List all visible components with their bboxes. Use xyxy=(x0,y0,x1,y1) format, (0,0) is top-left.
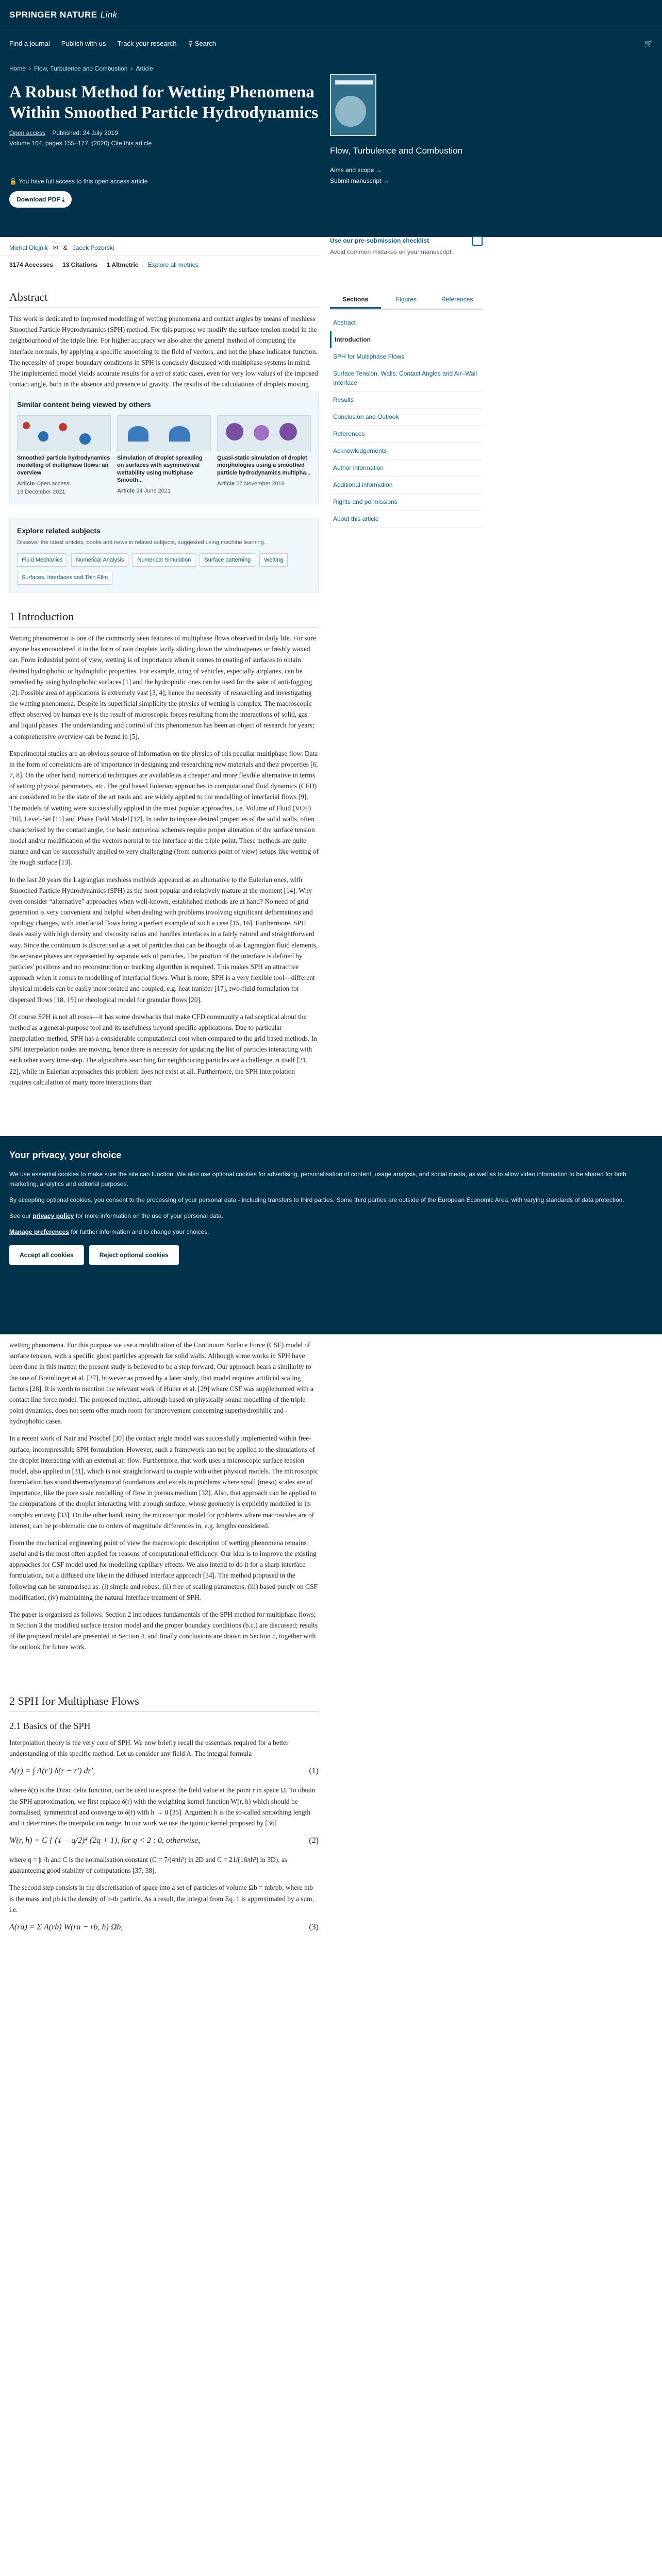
submit-label: Submit manuscript xyxy=(330,177,382,185)
journal-cover-image[interactable] xyxy=(330,74,376,136)
crumb-home[interactable]: Home xyxy=(9,65,26,72)
similar-meta xyxy=(117,487,211,496)
equation-number: (3) xyxy=(309,1922,319,1931)
author-list xyxy=(0,237,320,256)
crumb-article: Article xyxy=(136,65,153,72)
sph-heading: 2 SPH for Multiphase Flows xyxy=(9,1692,319,1712)
presubmission-sub: Avoid common mistakes on your manuscript. xyxy=(330,248,453,256)
toc-rights[interactable]: Rights and permissions xyxy=(330,494,483,511)
equation-body: A(r) = ∫ A(r′) δ(r − r′) dr′, xyxy=(9,1767,95,1776)
similar-title[interactable]: Simulation of droplet spreading on surfaces with asymmetrical wettability using multiphase Smooth... xyxy=(117,455,203,483)
submit-manuscript-link[interactable] xyxy=(330,176,474,187)
introduction-section xyxy=(9,608,319,1094)
similar-thumbnail xyxy=(17,415,111,451)
brand-text: SPRINGER NATURE xyxy=(9,10,97,20)
similar-oa: Open access xyxy=(36,480,70,487)
similar-card[interactable] xyxy=(217,415,311,497)
presubmission-box xyxy=(330,236,483,257)
cookie-text xyxy=(9,1211,628,1221)
cart-icon[interactable]: 🛒 xyxy=(644,39,653,47)
cookie-text-fragment: See our xyxy=(9,1212,31,1219)
subject-chip[interactable]: Fluid Mechanics xyxy=(17,553,67,567)
access-note-text: You have full access to this open access article xyxy=(19,178,148,185)
nav-publish[interactable]: Publish with us xyxy=(61,39,106,47)
tab-references[interactable]: References xyxy=(441,296,473,303)
intro-paragraph: The paper is organised as follows. Section 2 introduces fundamentals of the SPH method for multiphase flows; in Section 3 the modified surface tension model and the proper boundary conditions (b.c.) are discussed; results of the proposed model are presented in Section 4, and finally conclusions are drawn in Section 5, together with the outlook for future work. xyxy=(9,1610,318,1651)
intro-paragraph: Of course SPH is not all roses—it has some drawbacks that make CFD community a tad sceptical about the method as a general-purpose tool and its usefulness beyond specific applications. Due to particular interpolation method, SPH has a considerable computational cost when compared to the grid based methods. In SPH interpolation nodes are moving, hence there is necessity for updating the list of particles interacting with each other every time-step. The algorithms searching for neighbouring particles are a challenge in itself [21, 22], while in Eulerian approaches this problem does not exist at all. Furthermore, the SPH interpolation requires calculation of many more interactions than xyxy=(9,1012,317,1086)
crumb-journal[interactable]: Flow, Turbulence and Combustion xyxy=(34,65,128,72)
journal-panel xyxy=(330,74,474,187)
subject-chip[interactable]: Numerical Analysis xyxy=(71,553,128,567)
intro-paragraph: wetting phenomena. For this purpose we use a modification of the Continuum Surface Force (CSF) model of surface tension, with a specific ghost particles approach for solid walls. Although some works in SPH have been done in this matter, the present study is believed to be a step forward. Our approach bears a similarity to the one of Breinlinger et al. [27], however as proved by a later study, that model requires artificial scaling factors [28]. It is worth to mention the relevant work of Huber et al. [29] where CSF was supplemented with a contact line force model. The proposed method, although based on physically sound modelling of the triple point dynamics, does not seem offer much room for improvement concerning superhydrophilic and -hydrophobic cases. xyxy=(9,1341,313,1426)
similar-content xyxy=(9,392,319,504)
cookie-text: By accepting optional cookies, you consent to the processing of your personal data - including transfers to third parties. Some third parties are outside of the European Economic Area, with varying standards of data protection. xyxy=(9,1196,624,1204)
section-toc xyxy=(330,314,483,528)
aims-scope-link[interactable] xyxy=(330,165,474,176)
introduction-continued xyxy=(9,1340,319,1659)
download-icon: ⤓ xyxy=(62,196,65,204)
equation-number: (1) xyxy=(309,1767,319,1776)
unlock-icon: 🔓 xyxy=(9,178,17,185)
toc-sph[interactable]: SPH for Multiphase Flows xyxy=(330,348,483,365)
toc-introduction[interactable]: Introduction xyxy=(330,331,483,348)
intro-paragraph: In the last 20 years the Lagrangian meshless methods appeared as an alternative to the Eulerian ones, with Smoothed Particle Hydrodynamics (SPH) as the most popular and relatively mature at the moment [14]. Why even consider “alternative” approaches when well-known, established methods are at hand? No need of grid generation is very convenient and helpful when dealing with problems involving significant deformations and topology changes, with interfacial flows being a perfect example of such a case [15, 16]. Furthermore, SPH deals easily with high density and viscosity ratios and handles interfaces in a fairly natural and straightforward way. Since the continuum is discretised as a set of particles that can be thought of as Lagrangian fluid elements, the separate phases are represented by separate sets of particles. The position of the interface is defined by particles' positions and no reconstruction or tracking algorithm is required. This makes SPH an attractive approach when it comes to modelling of interfacial flows. What is more, SPH is a very flexible tool—different physical models can be easily incorporated and coupled, e.g. heat transfer [17], two-fluid formulation for dispersed flows [18, 19] or rheological model for granular flows [20]. xyxy=(9,875,318,1004)
similar-meta xyxy=(217,480,311,488)
similar-cards xyxy=(17,415,311,497)
crumb-sep-icon: › xyxy=(29,65,31,72)
accept-cookies-button[interactable]: Accept all cookies xyxy=(9,1245,84,1265)
sph-paragraph: Interpolation theory is the very core of SPH. We now briefly recall the essentials required for a better understanding of this specific method. Let us consider any field A. The integral formula xyxy=(9,1739,289,1758)
author-2[interactable]: Jacek Pozorski xyxy=(72,244,114,251)
top-bar xyxy=(0,0,662,30)
intro-paragraph: From the mechanical engineering point of view the macroscopic description of wetting phenomena remains useful and is the most often applied for reasons of computational efficiency. Our idea is to improve the existing approaches for CSF model used for modelling capillary effects. We also intend to do it for a sharp interface formulation, not a diffused one like in the diffused interface approach [34]. The method proposed in the following can be summarised as: (i) simple and robust, (ii) free of scaling parameters, (iii) based purely on CSF modification, (iv) maintaining the natural interface treatment of SPH. xyxy=(9,1538,318,1601)
similar-thumbnail xyxy=(117,415,211,451)
download-label: Download PDF xyxy=(16,196,60,204)
cookie-buttons xyxy=(9,1245,653,1265)
journal-links xyxy=(330,165,474,187)
crumb-sep-icon: › xyxy=(130,65,133,72)
toc-references[interactable]: References xyxy=(330,426,483,443)
reject-cookies-button[interactable]: Reject optional cookies xyxy=(89,1245,179,1265)
citations-count[interactable]: 13 Citations xyxy=(62,261,97,268)
similar-title[interactable]: Quasi-static simulation of droplet morphologies using a smoothed particle hydrodynamics multipha... xyxy=(217,455,311,476)
search-icon: ⚲ xyxy=(188,39,193,47)
related-sub: Discover the latest articles, books and news in related subjects, suggested using machine learning. xyxy=(17,539,266,546)
nav-find-journal[interactable]: Find a journal xyxy=(9,39,50,47)
breadcrumb xyxy=(9,57,653,73)
brand-link-text: Link xyxy=(100,10,118,20)
email-icon[interactable]: ✉ xyxy=(53,244,58,251)
download-pdf-button[interactable] xyxy=(9,191,72,208)
sidebar-tabs xyxy=(330,292,483,310)
similar-title[interactable]: Smoothed particle hydrodynamics modelling of multiphase flows: an overview xyxy=(17,455,110,476)
toc-conclusion[interactable]: Conclusion and Outlook xyxy=(330,409,483,426)
toc-surface-tension[interactable]: Surface Tension, Walls, Contact Angles and Air–Wall Interface xyxy=(330,365,483,392)
tab-sections[interactable]: Sections xyxy=(330,292,381,309)
checklist-icon xyxy=(472,236,483,246)
similar-heading: Similar content being viewed by others xyxy=(17,400,151,409)
similar-thumbnail xyxy=(217,415,311,451)
toc-about[interactable]: About this article xyxy=(330,511,483,528)
abstract-section xyxy=(9,289,319,406)
sph-section xyxy=(9,1692,319,1941)
aims-scope-label: Aims and scope xyxy=(330,166,374,174)
cookie-text xyxy=(9,1227,628,1237)
privacy-policy-link[interactable]: privacy policy xyxy=(32,1212,74,1219)
cite-link[interactable]: Cite this article xyxy=(111,140,152,147)
related-subjects xyxy=(9,518,319,592)
cart-area xyxy=(644,39,653,49)
intro-paragraph: Wetting phenomenon is one of the commonly seen features of multiphase flows observed in daily life. For sure anyone has encountered it in the form of rain droplets lazily sliding down the windowpanes or freshly waxed car. From industrial point of view, wetting is of importance when it comes to coating of surfaces to obtain desired hydrophobic or hydrophilic properties. For example, icing of vehicles, especially airplanes, can be remedied by using hydrophobic surfaces [1] and the hydrophilic ones can be used for the sake of anti-fogging [2]. Possible area of applications is extremely vast [3, 4], hence the necessity of researching and investigating the wetting phenomena. Despite its superficial simplicity the physics of wetting is complex. The macroscopic effect observed by human eye is the result of microscopic forces resulting from the interactions of solid, gas and liquid phases. The understanding and control of this phenomenon has been an object of research for years; a comprehensive overview can be found in [5]. xyxy=(9,634,316,740)
equation-1 xyxy=(9,1765,319,1777)
toc-author-info[interactable]: Author information xyxy=(330,460,483,477)
cookie-text-fragment: for more information on the use of your personal data. xyxy=(75,1212,223,1219)
equation-number: (2) xyxy=(309,1836,319,1845)
search-label: Search xyxy=(194,39,216,47)
similar-type: Article xyxy=(17,480,35,487)
similar-card[interactable] xyxy=(17,415,111,497)
article-hero xyxy=(0,57,662,237)
subject-chip[interactable]: Surface patterning xyxy=(200,553,255,567)
article-title: A Robust Method for Wetting Phenomena Within Smoothed Particle Hydrodynamics xyxy=(9,83,319,122)
subject-chips xyxy=(17,553,311,585)
similar-type: Article xyxy=(117,488,135,495)
author-1[interactable]: Michał Olejnik xyxy=(9,244,48,251)
springer-logo[interactable] xyxy=(9,8,118,22)
similar-card[interactable] xyxy=(117,415,211,497)
altmetric-count[interactable]: 1 Altmetric xyxy=(106,261,139,268)
intro-paragraph: Experimental studies are an obvious source of information on the physics of this peculiar multiphase flow. Data in the form of correlations are of importance in designing and researching new materials and their properties [6, 7, 8]. On the other hand, numerical techniques are available as a cheaper and more flexible alternative in terms of setting physical parameters, etc. The grid based Eulerian approaches in computational fluid dynamics (CFD) are considered to be the state of the art tools and are widely applied to the modelling of interfacial flows [9]. The models of wetting were successfully applied in the most popular approaches, i.e. Volume of Fluid (VOF) [10], Level-Set [11] and Phase Field Model [12]. In order to impose desired properties of the solid walls, often characterised by the contact angle, the basic numerical schemes require proper alteration of the surface tension model and/or modification of the vectors normal to the interface at the triple point. These methods are quite mature and can be successfully applied to very challenging (from numerics point of view) setups like wetting of the rough surface [13]. xyxy=(9,749,319,867)
sph-paragraph: The second step consists in the discretisation of space into a set of particles of volume Ωb = mb/ρb, where mb is the mass and ρb is the density of b-th particle. As a result, the integral from Eq. 1 is approximated by a sum, i.e. xyxy=(9,1884,314,1913)
similar-type: Article xyxy=(217,480,235,487)
subject-chip[interactable]: Surfaces, Interfaces and Thin Film xyxy=(17,571,112,585)
open-access-badge[interactable]: Open access xyxy=(9,129,46,137)
toc-additional-info[interactable]: Additional information xyxy=(330,477,483,494)
subject-chip[interactable]: Wetting xyxy=(259,553,288,567)
nav-track-research[interactable]: Track your research xyxy=(117,39,177,47)
cookie-text: We use essential cookies to make sure the site can function. We also use optional cookies for advertising, personalisation of content, usage analysis, and social media, as well as to allow video information to be shared for both marketing, analytics and editorial purposes. xyxy=(9,1171,626,1188)
nav-bar xyxy=(0,30,662,57)
arrow-right-icon: → xyxy=(375,166,382,174)
toc-abstract[interactable]: Abstract xyxy=(330,314,483,331)
search-button[interactable] xyxy=(188,39,216,49)
toc-results[interactable]: Results xyxy=(330,392,483,409)
similar-meta xyxy=(17,480,111,497)
sph-paragraph: where q = |r|/h and C is the normalisation constant (C = 7/(4πh²) in 2D and C = 21/(16πh³) in 3D), as guaranteeing good stability of computations [37, 38]. xyxy=(9,1856,287,1875)
journal-name[interactable]: Flow, Turbulence and Combustion xyxy=(330,146,463,156)
cookie-banner xyxy=(0,1136,662,1334)
manage-preferences-link[interactable]: Manage preferences xyxy=(9,1228,70,1235)
equation-body: A(ra) = Σ A(rb) W(ra − rb, h) Ωb, xyxy=(9,1922,123,1931)
toc-acknowledgements[interactable]: Acknowledgements xyxy=(330,443,483,460)
similar-date: 13 December 2021 xyxy=(17,489,65,496)
sph-subheading: 2.1 Basics of the SPH xyxy=(9,1721,91,1731)
explore-metrics-link[interactable]: Explore all metrics xyxy=(147,261,198,268)
intro-heading: 1 Introduction xyxy=(9,608,319,628)
similar-date: 24 June 2021 xyxy=(136,488,171,495)
cookie-title: Your privacy, your choice xyxy=(9,1150,122,1160)
published-date: Published: 24 July 2019 xyxy=(52,129,118,137)
similar-date: 27 November 2018 xyxy=(236,480,285,487)
equation-body: W(r, h) = C { (1 − q/2)⁴ (2q + 1), for q < 2 ; 0, otherwise, xyxy=(9,1836,201,1845)
volume-info: Volume 104, pages 155–177, (2020) xyxy=(9,140,110,147)
cookie-text-fragment: for further information and to change your choices. xyxy=(71,1228,209,1235)
related-heading: Explore related subjects xyxy=(17,527,101,535)
accesses-count: 3174 Accesses xyxy=(9,261,53,268)
arrow-right-icon: → xyxy=(383,177,389,185)
article-metrics xyxy=(0,256,320,274)
intro-paragraph: In a recent work of Nair and Pöschel [30] the contact angle model was successfully implemented within free-surface, incompressible SPH formulation. However, such a framework can not be applied to the simulations of the droplet interacting with an external air flow. Furthermore, that work uses a microscopic surface tension model, also applied in [31], which is not straightforward to couple with other physical models. The microscopic formulation has sound thermodynamical foundations and excels in problems where small (meso) scales are of importance, like the pore scale modelling of flow in porous medium [32]. Also, that approach can be applied to the computations of the droplet interacting with a rough surface, whose geometry is explicitly modelled in its complex entirety [33]. On the other hand, using the microscopic model for problems where macroscales are of interest, can be problematic due to orders of magnitude differences in, e.g. lengths considered. xyxy=(9,1434,318,1530)
sph-paragraph: where δ(r) is the Dirac delta function, can be used to express the field value at the point r in space Ω. To obtain the SPH approximation, we first replace δ(r) with the weighting kernel function W(r, h) which should be normalised, symmetrical and converge to δ(r) with h → 0 [35]. Argument h is the so-called smoothing length and it determines the interpolation range. In our work we use the quintic kernel proposed by [36] xyxy=(9,1786,316,1827)
abstract-heading: Abstract xyxy=(9,289,319,308)
presubmission-link[interactable]: Use our pre-submission checklist xyxy=(330,237,429,244)
subject-chip[interactable]: Numerical Simulation xyxy=(133,553,195,567)
equation-3 xyxy=(9,1921,319,1934)
author-separator: & xyxy=(63,244,68,251)
abstract-text: This work is dedicated to improved modelling of wetting phenomena and contact angles by means of meshless Smoothed Particle Hydrodynamics (SPH) method. For this purpose we modify the surface tension model in the neighbourhood of the triple line. For higher accuracy we also alter the general method of computing the interface normals, by applying a specific smoothing to the field of vectors, and not the phase indicator function. The necessity of proper boundary conditions in SPH is concisely discussed with multiphase systems in mind. The implemented model yields accurate results for a set of static cases, even for very low values of the imposed contact angle, both in the absence and presence of gravity. The results of the calculations of droplets moving xyxy=(9,315,318,388)
equation-2 xyxy=(9,1835,319,1847)
tab-figures[interactable]: Figures xyxy=(396,296,417,303)
